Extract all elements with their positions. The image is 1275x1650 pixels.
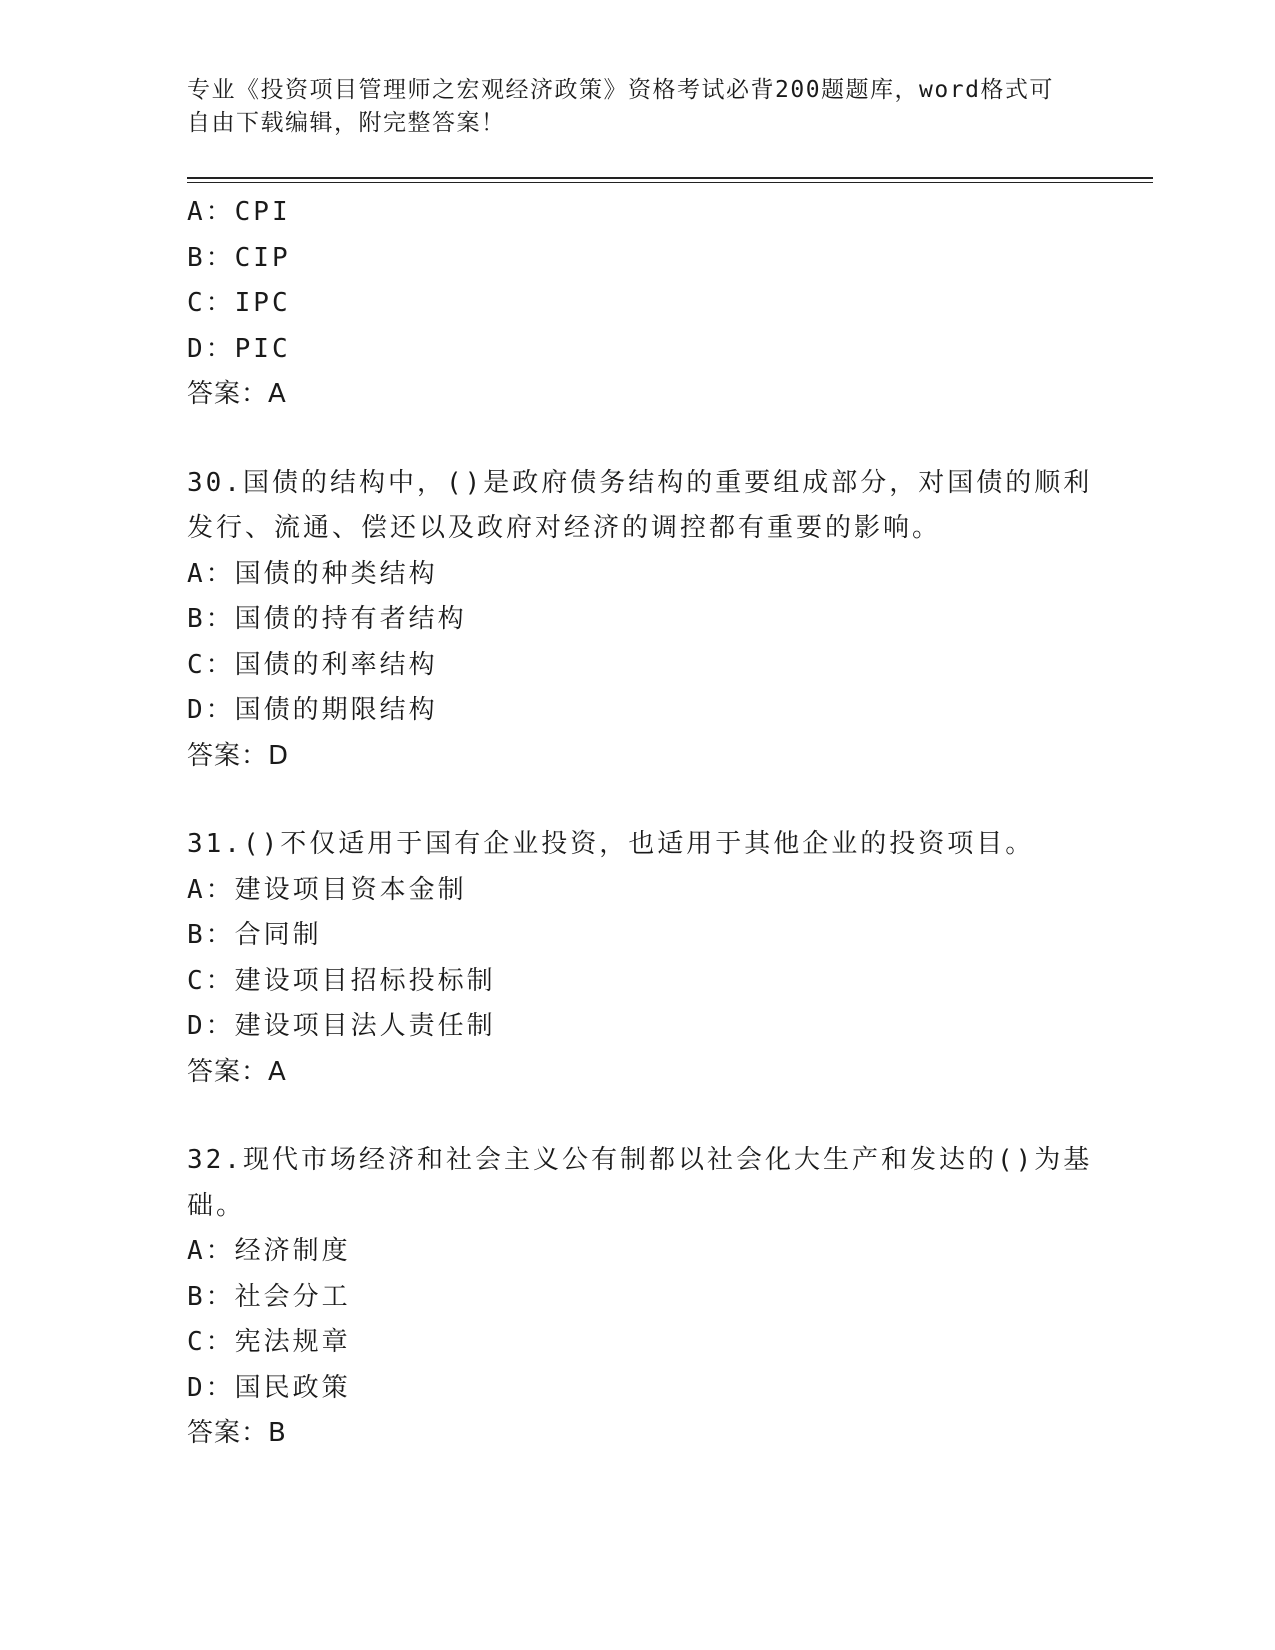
option-c [187, 1320, 1087, 1366]
option-text: IPC [234, 288, 291, 318]
option-key: D： [187, 695, 235, 725]
option-text: CPI [234, 197, 291, 227]
option-text: 国民政策 [234, 1372, 351, 1403]
option-key: A： [187, 197, 235, 227]
option-text: 宪法规章 [234, 1327, 351, 1357]
option-text: 国债的利率结构 [234, 649, 438, 680]
answer-line: 答案：A [187, 379, 287, 409]
option-key: D： [187, 333, 235, 364]
option-text: 社会分工 [234, 1281, 351, 1312]
answer-line: 答案：D [187, 740, 290, 771]
question-content [187, 190, 1093, 1457]
option-key: D： [187, 1372, 235, 1403]
question-block-continued [187, 190, 1087, 418]
option-text: 建设项目法人责任制 [234, 1011, 496, 1041]
answer-line: 答案：B [187, 1418, 287, 1448]
option-text: 建设项目资本金制 [234, 874, 467, 905]
question-stem-line-2: 础。 [187, 1190, 246, 1221]
option-d [187, 688, 1087, 734]
option-a [187, 1229, 1087, 1275]
option-key: B： [187, 604, 235, 634]
option-d [187, 1366, 1087, 1412]
option-key: C： [187, 965, 235, 996]
option-d [187, 1004, 1087, 1050]
header-divider-thin [187, 182, 1153, 183]
option-key: B： [187, 242, 235, 273]
document-header [187, 74, 1067, 140]
answer-line: 答案：A [187, 1056, 287, 1087]
question-stem-line-2: 发行、流通、偿还以及政府对经济的调控都有重要的影响。 [187, 513, 942, 543]
option-key: B： [187, 920, 235, 950]
question-stem-line-1: 30.国债的结构中，()是政府债务结构的重要组成部分，对国债的顺利 [187, 467, 1093, 498]
option-b [187, 913, 1087, 959]
header-line-1: 专业《投资项目管理师之宏观经济政策》资格考试必背200题题库，word格式可 [187, 77, 1054, 103]
option-text: PIC [234, 333, 291, 364]
option-b [187, 236, 1087, 282]
option-a [187, 552, 1087, 598]
option-text: 合同制 [234, 920, 322, 950]
option-key: C： [187, 288, 235, 318]
option-c [187, 959, 1087, 1005]
option-text: 经济制度 [234, 1236, 351, 1266]
question-block-30 [187, 461, 1093, 780]
question-stem-line-1: 32.现代市场经济和社会主义公有制都以社会化大生产和发达的()为基 [187, 1145, 1093, 1175]
option-text: CIP [234, 242, 291, 273]
option-key: B： [187, 1281, 235, 1312]
option-b [187, 597, 1087, 643]
option-text: 建设项目招标投标制 [234, 965, 496, 996]
option-key: A： [187, 558, 235, 589]
option-key: C： [187, 1327, 235, 1357]
header-line-2: 自由下载编辑，附完整答案！ [187, 110, 506, 136]
option-text: 国债的期限结构 [234, 695, 438, 725]
option-c [187, 281, 1087, 327]
question-stem-line-1: 31.()不仅适用于国有企业投资，也适用于其他企业的投资项目。 [187, 829, 1035, 859]
option-d [187, 327, 1087, 373]
option-b [187, 1275, 1087, 1321]
option-key: C： [187, 649, 235, 680]
option-text: 国债的种类结构 [234, 558, 438, 589]
option-c [187, 643, 1087, 689]
option-a [187, 190, 1087, 236]
option-text: 国债的持有者结构 [234, 604, 467, 634]
option-a [187, 868, 1087, 914]
question-block-32 [187, 1138, 1093, 1457]
option-key: D： [187, 1011, 235, 1041]
header-divider-thick [187, 177, 1153, 179]
option-key: A： [187, 874, 235, 905]
question-block-31 [187, 822, 1087, 1095]
option-key: A： [187, 1236, 235, 1266]
